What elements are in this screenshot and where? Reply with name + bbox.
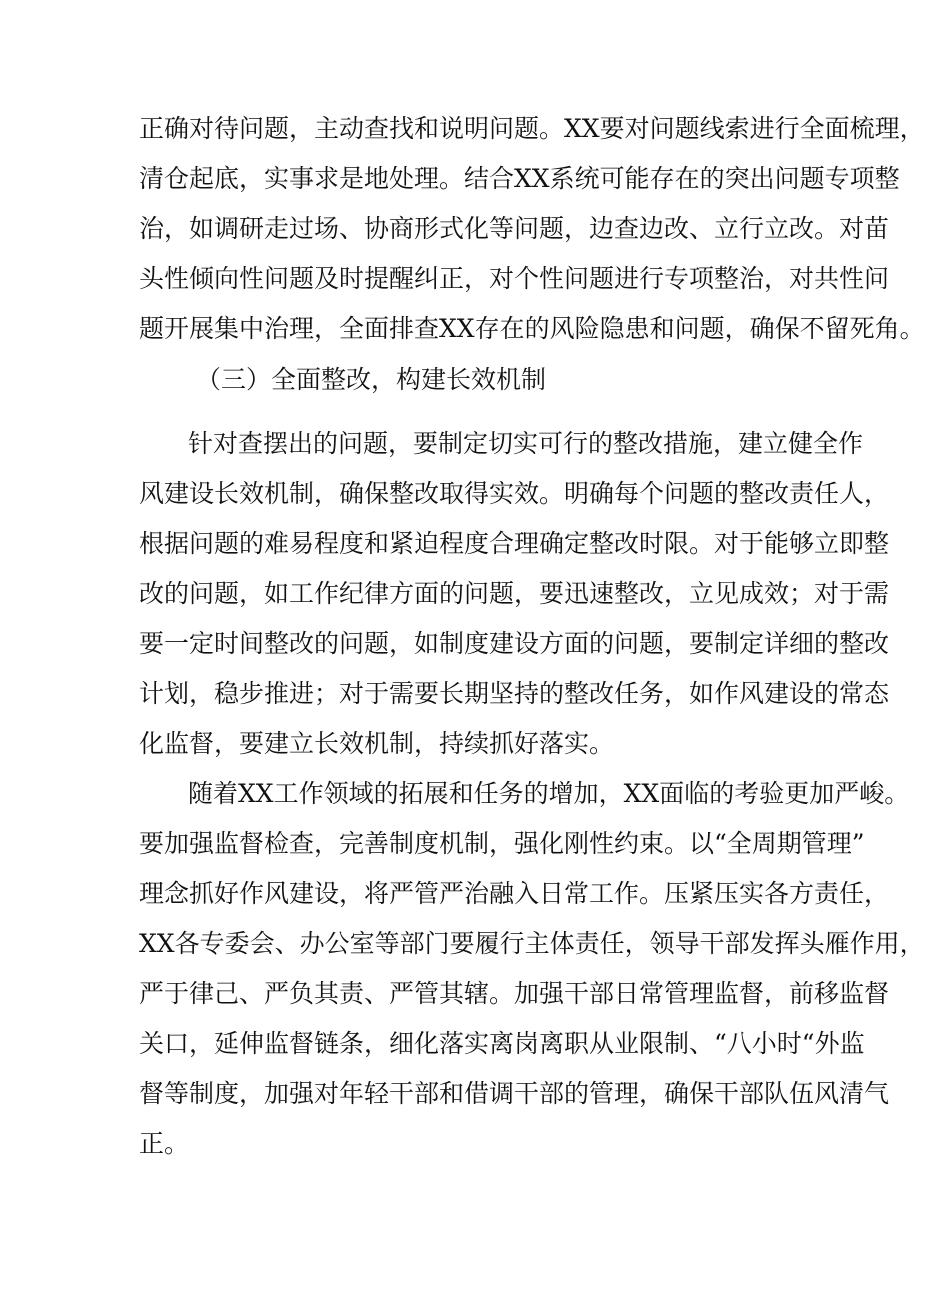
paragraph-line: 根据问题的难易程度和紧迫程度合理确定整改时限。对于能够立即整 <box>139 529 890 558</box>
paragraph-line: 关口，延伸监督链条，细化落实离岗离职从业限制、“八小时“外监 <box>139 1029 865 1058</box>
paragraph-line: 针对查摆出的问题，要制定切实可行的整改措施，建立健全作 <box>188 429 864 458</box>
paragraph-line: 改的问题，如工作纪律方面的问题，要迅速整改，立见成效；对于需 <box>139 579 890 608</box>
paragraph-line: 要一定时间整改的问题，如制度建设方面的问题，要制定详细的整改 <box>139 629 890 658</box>
paragraph-line: 严于律己、严负其责、严管其辖。加强干部日常管理监督，前移监督 <box>139 979 890 1008</box>
paragraph-line: 要加强监督检查，完善制度机制，强化刚性约束。以“全周期管理” <box>139 829 865 858</box>
paragraph-line: 随着XX工作领域的拓展和任务的增加，XX面临的考验更加严峻。 <box>188 779 910 808</box>
paragraph-line: XX各专委会、办公室等部门要履行主体责任，领导干部发挥头雁作用， <box>139 929 925 958</box>
paragraph-line: 督等制度，加强对年轻干部和借调干部的管理，确保干部队伍风清气 <box>139 1079 890 1108</box>
section-heading: （三）全面整改，构建长效机制 <box>196 365 547 394</box>
paragraph-line: 清仓起底，实事求是地处理。结合XX系统可能存在的突出问题专项整 <box>139 164 900 193</box>
paragraph-line: 计划，稳步推进；对于需要长期坚持的整改任务，如作风建设的常态 <box>139 679 890 708</box>
paragraph-line: 正。 <box>139 1129 190 1158</box>
paragraph-line: 题开展集中治理，全面排查XX存在的风险隐患和问题，确保不留死角。 <box>139 314 925 343</box>
paragraph-line: 治，如调研走过场、协商形式化等问题，边查边改、立行立改。对苗 <box>139 214 890 243</box>
paragraph-line: 化监督，要建立长效机制，持续抓好落实。 <box>139 729 615 758</box>
paragraph-line: 风建设长效机制，确保整改取得实效。明确每个问题的整改责任人， <box>139 479 890 508</box>
paragraph-line: 正确对待问题，主动查找和说明问题。XX要对问题线索进行全面梳理， <box>139 114 925 143</box>
paragraph-line: 头性倾向性问题及时提醒纠正，对个性问题进行专项整治，对共性问 <box>139 264 890 293</box>
paragraph-line: 理念抓好作风建设，将严管严治融入日常工作。压紧压实各方责任， <box>139 879 890 908</box>
